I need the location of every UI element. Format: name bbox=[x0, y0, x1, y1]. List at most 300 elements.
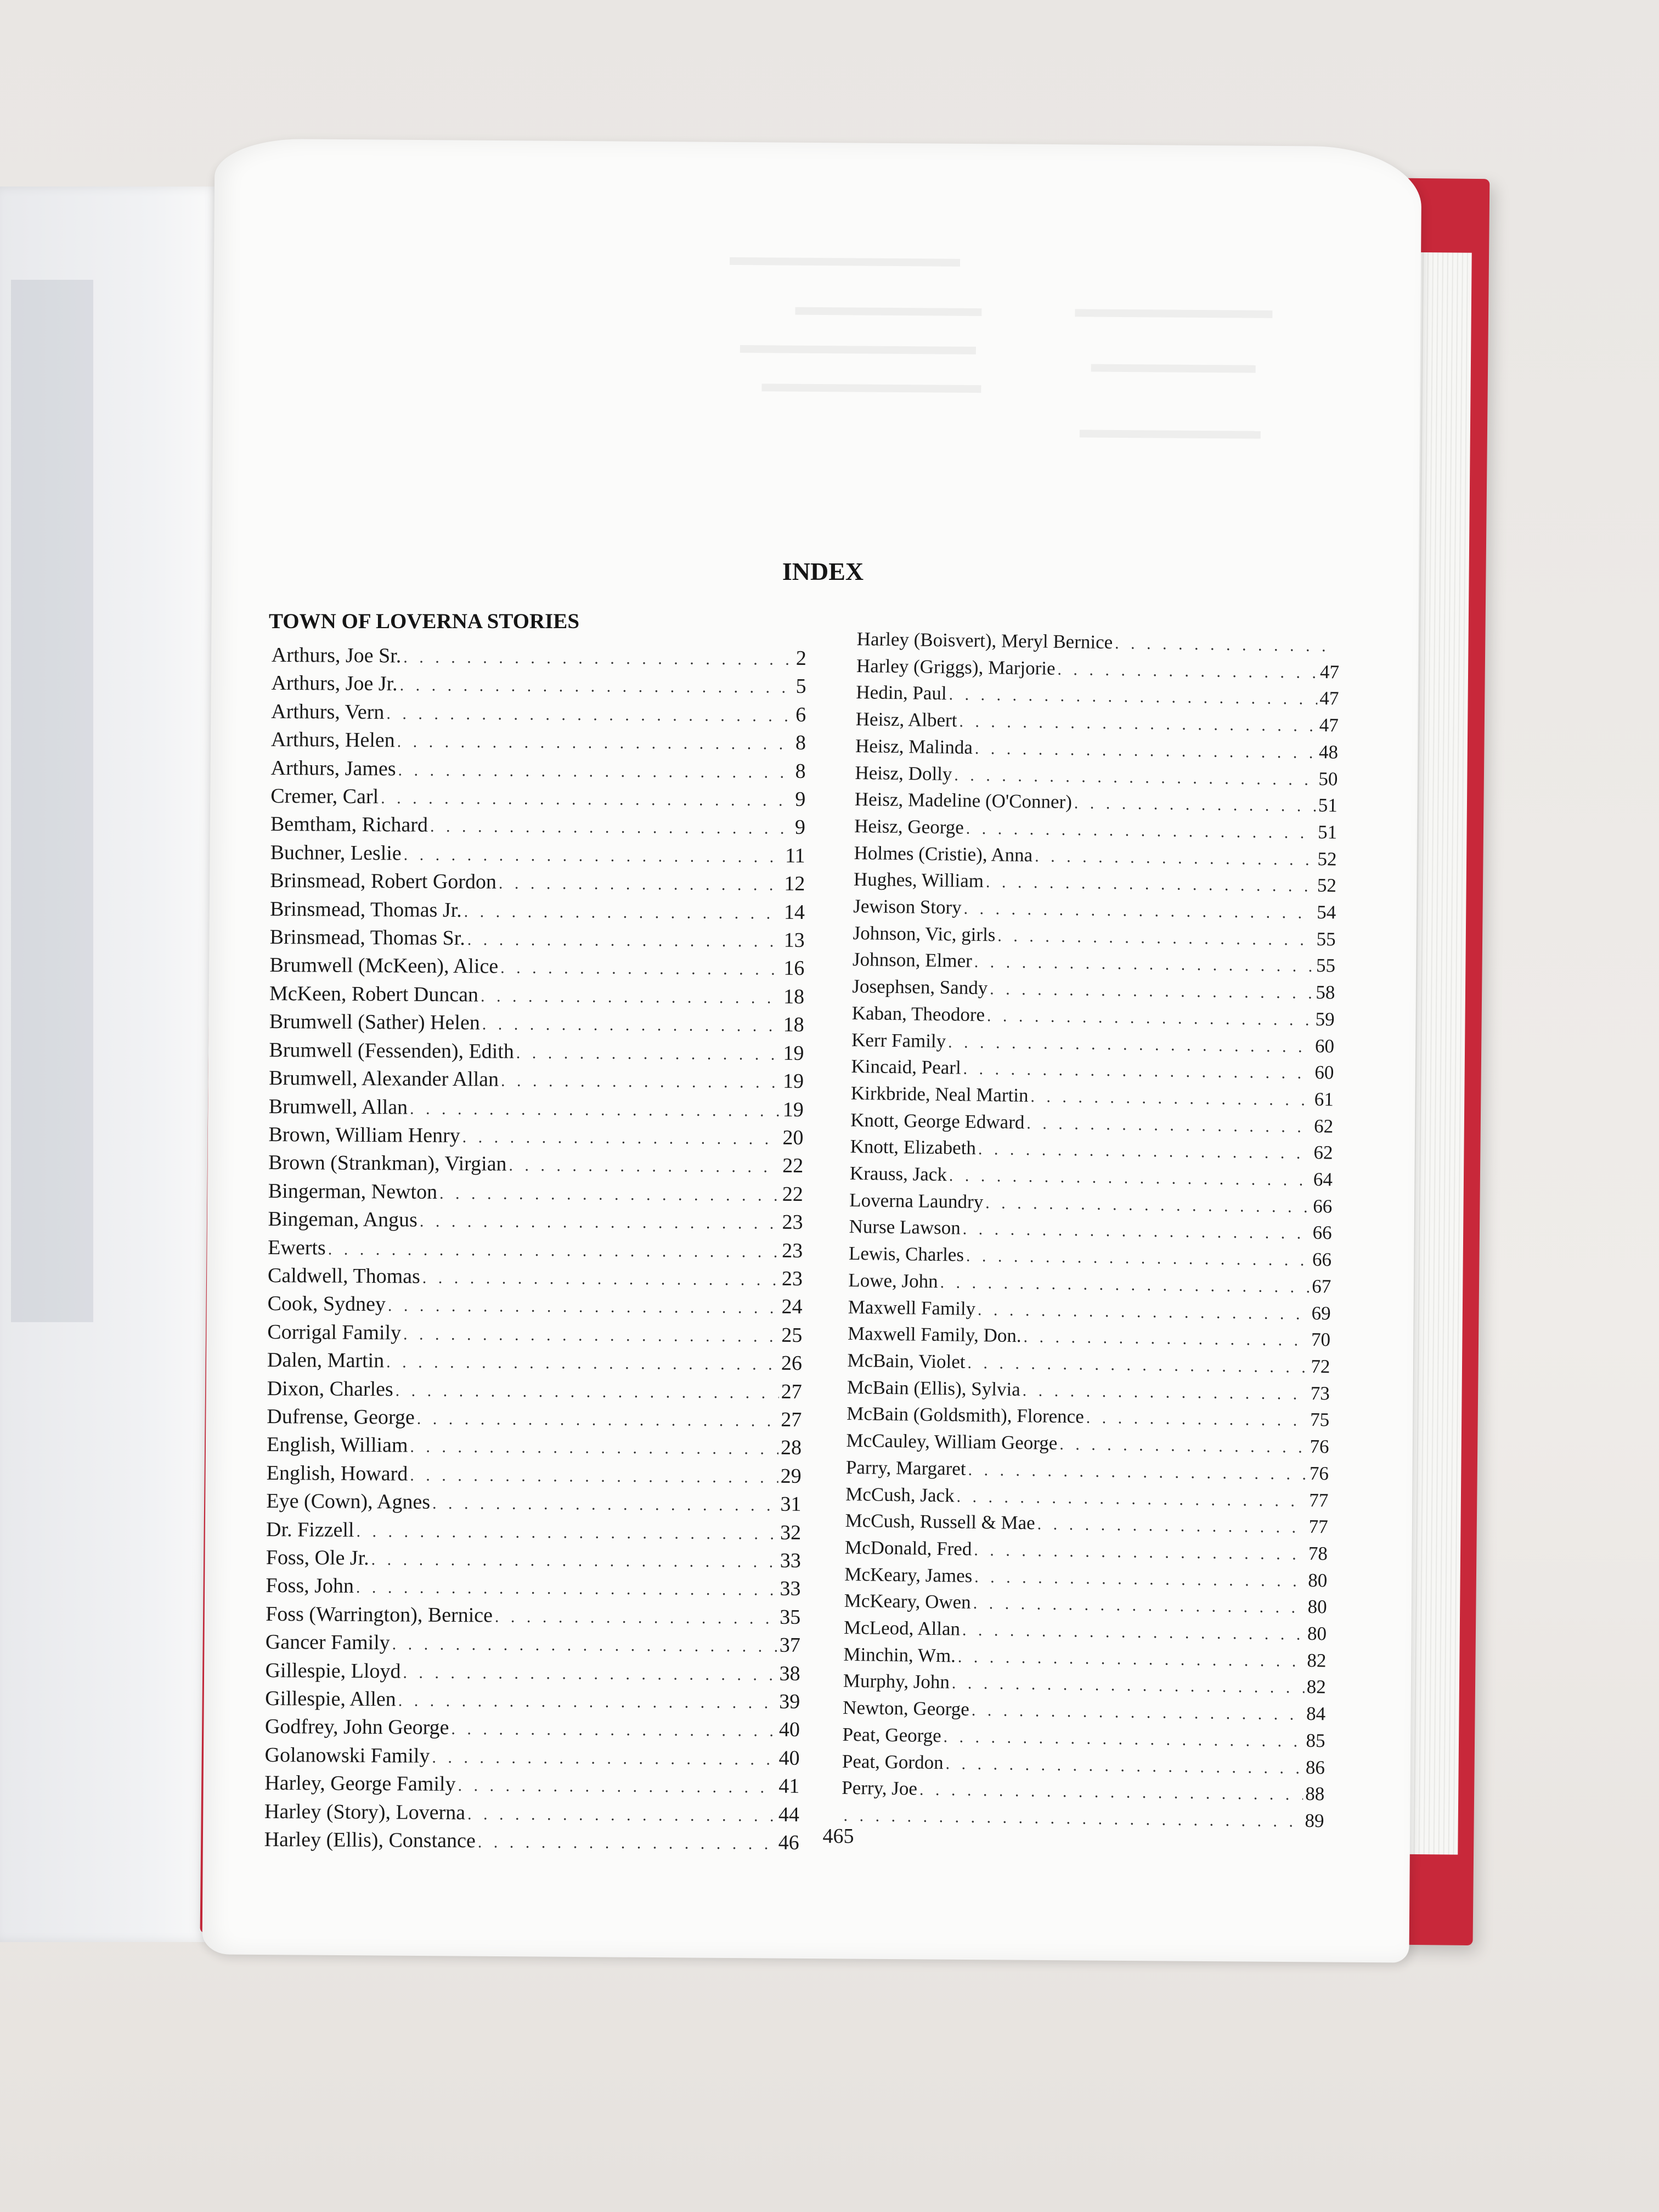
dot-leader bbox=[403, 644, 794, 673]
entry-page-number: 75 bbox=[1310, 1409, 1330, 1431]
dot-leader bbox=[458, 1772, 776, 1801]
dot-leader bbox=[987, 1003, 1313, 1033]
entry-name: Hughes, William bbox=[853, 868, 984, 892]
entry-name: Buchner, Leslie bbox=[270, 840, 402, 865]
entry-page-number: 47 bbox=[1319, 714, 1339, 736]
dot-leader bbox=[956, 1484, 1307, 1514]
index-entry bbox=[268, 1262, 803, 1294]
entry-name: Holmes (Cristie), Anna bbox=[854, 842, 1033, 866]
entry-page-number: 73 bbox=[1310, 1382, 1330, 1404]
entry-name: Brumwell (Sather) Helen bbox=[269, 1010, 481, 1035]
entry-name: Heisz, George bbox=[854, 815, 964, 838]
entry-name: Cook, Sydney bbox=[267, 1292, 386, 1316]
dot-leader bbox=[1057, 657, 1318, 686]
index-entry bbox=[268, 1149, 803, 1181]
index-entry bbox=[271, 698, 806, 730]
index-entry bbox=[266, 1488, 801, 1519]
dot-leader bbox=[966, 816, 1316, 847]
entry-page-number: 85 bbox=[1306, 1729, 1325, 1752]
index-entry bbox=[270, 755, 805, 786]
dot-leader bbox=[328, 1235, 780, 1265]
entry-page-number: 39 bbox=[779, 1690, 800, 1713]
entry-page-number: 77 bbox=[1308, 1489, 1329, 1511]
index-entry bbox=[267, 1431, 802, 1463]
entry-name: McCauley, William George bbox=[846, 1429, 1058, 1454]
entry-name: Dr. Fizzell bbox=[266, 1517, 354, 1542]
index-entry bbox=[271, 670, 806, 701]
entry-page-number: 86 bbox=[1305, 1756, 1325, 1778]
entry-page-number: 80 bbox=[1307, 1622, 1327, 1645]
dot-leader bbox=[397, 729, 793, 758]
dot-leader bbox=[958, 1644, 1305, 1674]
entry-page-number: 2 bbox=[795, 646, 806, 670]
dot-leader bbox=[381, 785, 793, 814]
entry-name: Eye (Cown), Agnes bbox=[266, 1489, 431, 1514]
entry-name: English, Howard bbox=[266, 1461, 408, 1486]
index-entry bbox=[265, 1657, 800, 1689]
index-entry bbox=[268, 1178, 803, 1209]
entry-page-number: 33 bbox=[780, 1549, 801, 1572]
entry-page-number: 8 bbox=[795, 731, 806, 755]
entry-name: Brown, William Henry bbox=[268, 1122, 460, 1148]
dot-leader bbox=[410, 1434, 778, 1463]
index-entry bbox=[270, 896, 805, 927]
show-through-text bbox=[761, 383, 981, 393]
index-entry bbox=[270, 783, 805, 814]
dot-leader bbox=[499, 870, 782, 899]
facing-page-left bbox=[0, 187, 219, 1942]
index-entry bbox=[267, 1319, 802, 1350]
entry-page-number: 6 bbox=[795, 703, 806, 726]
entry-page-number: 55 bbox=[1316, 955, 1336, 977]
index-entry bbox=[271, 726, 806, 758]
index-entry bbox=[269, 952, 804, 983]
entry-page-number: 27 bbox=[781, 1408, 802, 1431]
dot-leader bbox=[940, 1270, 1310, 1301]
entry-name: Brumwell, Alexander Allan bbox=[269, 1066, 499, 1091]
entry-name: Brinsmead, Thomas Jr. bbox=[269, 897, 462, 922]
index-title: INDEX bbox=[782, 557, 864, 585]
entry-page-number: 13 bbox=[783, 928, 805, 952]
show-through-text bbox=[740, 345, 976, 354]
entry-page-number: 23 bbox=[781, 1267, 803, 1290]
dot-leader bbox=[398, 1687, 777, 1717]
dot-leader bbox=[495, 1603, 777, 1632]
dot-leader bbox=[966, 1244, 1311, 1274]
entry-page-number: 89 bbox=[1305, 1809, 1324, 1832]
entry-name: Dalen, Martin bbox=[267, 1348, 385, 1373]
index-entry bbox=[264, 1742, 799, 1773]
entry-page-number: 62 bbox=[1313, 1142, 1333, 1164]
dot-leader bbox=[974, 1538, 1306, 1568]
entry-page-number: 76 bbox=[1310, 1436, 1329, 1458]
entry-page-number: 78 bbox=[1308, 1542, 1328, 1565]
index-entry bbox=[266, 1544, 801, 1576]
entry-page-number: 60 bbox=[1314, 1035, 1335, 1057]
entry-page-number: 61 bbox=[1314, 1088, 1334, 1110]
section-heading: TOWN OF LOVERNA STORIES bbox=[269, 610, 580, 633]
dot-leader bbox=[943, 1724, 1304, 1754]
entry-name: Godfrey, John George bbox=[264, 1715, 449, 1740]
entry-name: McCush, Jack bbox=[845, 1483, 955, 1506]
entry-name: Krauss, Jack bbox=[849, 1162, 947, 1186]
entry-name: McBain (Goldsmith), Florence bbox=[846, 1403, 1084, 1427]
entry-page-number: 35 bbox=[780, 1605, 801, 1629]
entry-page-number: 54 bbox=[1317, 901, 1336, 923]
entry-page-number: 20 bbox=[782, 1126, 804, 1149]
entry-page-number: 66 bbox=[1312, 1249, 1332, 1271]
entry-name: English, William bbox=[266, 1433, 408, 1457]
entry-name: Bingeman, Angus bbox=[268, 1207, 418, 1232]
entry-name: Perry, Joe bbox=[842, 1777, 918, 1799]
dot-leader bbox=[501, 1068, 781, 1097]
index-entry bbox=[270, 924, 805, 955]
show-through-text bbox=[1091, 364, 1256, 373]
index-entry bbox=[267, 1460, 802, 1491]
index-entry bbox=[266, 1516, 801, 1548]
dot-leader bbox=[1023, 1324, 1309, 1354]
dot-leader bbox=[1086, 1406, 1308, 1434]
entry-name: Arthurs, Vern bbox=[271, 699, 385, 724]
entry-name: Foss (Warrington), Bernice bbox=[266, 1602, 493, 1627]
dot-leader bbox=[451, 1716, 777, 1745]
entry-page-number: 29 bbox=[780, 1464, 802, 1488]
entry-name: McLeod, Allan bbox=[843, 1616, 961, 1640]
entry-name: Brumwell (Fessenden), Edith bbox=[269, 1038, 515, 1063]
entry-name: Hedin, Paul bbox=[856, 681, 947, 704]
entry-page-number: 33 bbox=[780, 1577, 801, 1601]
entry-name: Harley, George Family bbox=[264, 1771, 456, 1796]
entry-name: Heisz, Albert bbox=[855, 708, 957, 731]
entry-name: Lewis, Charles bbox=[848, 1243, 964, 1266]
index-entry bbox=[269, 980, 804, 1012]
entry-name: McKeen, Robert Duncan bbox=[269, 981, 479, 1007]
entry-name: Parry, Margaret bbox=[845, 1456, 966, 1480]
dot-leader bbox=[500, 955, 781, 984]
entry-name: Heisz, Malinda bbox=[855, 735, 973, 758]
entry-name: McDonald, Fred bbox=[844, 1536, 972, 1560]
entry-page-number: 41 bbox=[778, 1774, 800, 1798]
entry-page-number: 76 bbox=[1309, 1462, 1329, 1485]
index-column-right bbox=[841, 627, 1340, 1835]
entry-page-number: 5 bbox=[795, 675, 806, 698]
entry-name: Peat, Gordon bbox=[842, 1750, 944, 1773]
entry-name: Foss, Ole Jr. bbox=[266, 1545, 369, 1570]
entry-name: Kirkbride, Neal Martin bbox=[850, 1082, 1029, 1107]
entry-name: Ewerts bbox=[268, 1235, 326, 1260]
index-entry bbox=[270, 811, 805, 842]
entry-name: Newton, George bbox=[842, 1696, 970, 1720]
entry-name: Caldwell, Thomas bbox=[267, 1263, 421, 1288]
entry-page-number: 60 bbox=[1314, 1062, 1334, 1084]
entry-page-number: 40 bbox=[778, 1746, 800, 1770]
dot-leader bbox=[974, 950, 1314, 980]
entry-name: Loverna Laundry bbox=[849, 1189, 984, 1212]
show-through-text bbox=[730, 257, 960, 267]
dot-leader bbox=[356, 1574, 778, 1604]
dot-leader bbox=[410, 1095, 781, 1125]
entry-page-number: 77 bbox=[1308, 1516, 1328, 1538]
entry-page-number: 37 bbox=[779, 1633, 800, 1657]
entry-name: Arthurs, Joe Sr. bbox=[271, 644, 402, 668]
index-entry bbox=[267, 1290, 802, 1322]
entry-page-number: 40 bbox=[778, 1718, 800, 1742]
dot-leader bbox=[973, 1591, 1306, 1621]
entry-page-number: 27 bbox=[781, 1380, 802, 1403]
dot-leader bbox=[481, 983, 781, 1012]
entry-name: Maxwell Family, Don. bbox=[847, 1323, 1022, 1347]
entry-name: Bemtham, Richard bbox=[270, 812, 428, 837]
index-entry bbox=[265, 1685, 800, 1717]
dot-leader bbox=[972, 1698, 1305, 1728]
index-entry bbox=[264, 1826, 799, 1858]
entry-name: McBain, Violet bbox=[847, 1349, 966, 1373]
dot-leader bbox=[948, 1030, 1313, 1060]
entry-name: McCush, Russell & Mae bbox=[845, 1510, 1036, 1534]
entry-name: Heisz, Dolly bbox=[855, 761, 952, 785]
index-entry bbox=[267, 1347, 802, 1378]
entry-page-number: 12 bbox=[784, 872, 805, 896]
index-column-left bbox=[264, 642, 806, 1858]
entry-page-number: 38 bbox=[779, 1662, 800, 1685]
page-number: 465 bbox=[822, 1825, 854, 1848]
index-entry bbox=[268, 1206, 803, 1237]
dot-leader bbox=[430, 813, 793, 842]
dot-leader bbox=[432, 1744, 776, 1773]
entry-page-number: 8 bbox=[795, 759, 806, 783]
index-entry bbox=[266, 1601, 800, 1632]
entry-name: Maxwell Family bbox=[848, 1296, 976, 1319]
entry-name: Kincaid, Pearl bbox=[851, 1056, 961, 1079]
dot-leader bbox=[974, 1565, 1306, 1595]
entry-name: Peat, George bbox=[842, 1723, 941, 1747]
entry-page-number: 88 bbox=[1305, 1783, 1325, 1805]
index-entry bbox=[269, 1037, 804, 1068]
index-entry bbox=[272, 642, 806, 673]
dot-leader bbox=[392, 1631, 777, 1661]
entry-page-number: 24 bbox=[781, 1295, 803, 1319]
dot-leader bbox=[386, 700, 793, 730]
entry-page-number: 9 bbox=[794, 816, 806, 839]
dot-leader bbox=[1037, 1512, 1306, 1541]
entry-page-number: 22 bbox=[782, 1182, 803, 1206]
entry-name: Brumwell (McKeen), Alice bbox=[269, 953, 499, 979]
entry-page-number: 44 bbox=[778, 1803, 800, 1826]
index-entry bbox=[269, 1093, 804, 1124]
entry-page-number: 46 bbox=[778, 1831, 799, 1854]
index-entry bbox=[268, 1121, 803, 1153]
dot-leader bbox=[949, 1163, 1312, 1193]
entry-page-number: 31 bbox=[780, 1492, 802, 1516]
index-entry bbox=[267, 1375, 802, 1407]
entry-page-number: 19 bbox=[782, 1098, 804, 1121]
dot-leader bbox=[462, 1124, 781, 1153]
entry-name: Lowe, John bbox=[848, 1269, 938, 1292]
entry-name: Brinsmead, Thomas Sr. bbox=[269, 926, 465, 950]
entry-page-number: 18 bbox=[783, 1013, 804, 1037]
entry-page-number: 25 bbox=[781, 1323, 803, 1347]
dot-leader bbox=[403, 1321, 779, 1350]
dot-leader bbox=[432, 1490, 778, 1519]
entry-name: Johnson, Vic, girls bbox=[853, 922, 996, 946]
dot-leader bbox=[1115, 631, 1338, 659]
dot-leader bbox=[1059, 1432, 1308, 1461]
entry-name: Minchin, Wm. bbox=[843, 1643, 956, 1667]
dot-leader bbox=[985, 1190, 1311, 1220]
dot-leader bbox=[967, 1351, 1309, 1381]
entry-name: Josephsen, Sandy bbox=[852, 975, 988, 999]
entry-name: Kaban, Theodore bbox=[851, 1002, 985, 1025]
dot-leader bbox=[959, 709, 1317, 740]
entry-name: Brown (Strankman), Virgian bbox=[268, 1151, 507, 1176]
dot-leader bbox=[464, 898, 782, 927]
entry-name: Golanowski Family bbox=[264, 1743, 430, 1768]
entry-name: Heisz, Madeline (O'Conner) bbox=[854, 788, 1073, 813]
entry-page-number: 50 bbox=[1318, 768, 1338, 790]
entry-name: Harley (Ellis), Constance bbox=[264, 1828, 476, 1853]
entry-page-number: 66 bbox=[1312, 1222, 1332, 1244]
entry-page-number: 72 bbox=[1311, 1355, 1330, 1378]
entry-page-number: 52 bbox=[1317, 874, 1337, 896]
entry-name: Dixon, Charles bbox=[267, 1376, 393, 1401]
dot-leader bbox=[968, 1458, 1307, 1488]
dot-leader bbox=[962, 1618, 1306, 1648]
dot-leader bbox=[439, 1180, 780, 1209]
entry-name: Harley (Griggs), Marjorie bbox=[856, 654, 1056, 679]
dot-leader bbox=[1074, 791, 1317, 819]
entry-name: Gillespie, Lloyd bbox=[265, 1658, 401, 1683]
entry-name: Harley (Story), Loverna bbox=[264, 1799, 466, 1824]
index-entry bbox=[269, 1008, 804, 1040]
entry-page-number: 51 bbox=[1318, 794, 1338, 816]
entry-page-number: 70 bbox=[1311, 1329, 1331, 1351]
entry-page-number: 82 bbox=[1306, 1676, 1327, 1698]
entry-name: Nurse Lawson bbox=[849, 1216, 961, 1239]
dot-leader bbox=[403, 1659, 777, 1689]
entry-page-number: 19 bbox=[783, 1041, 804, 1065]
entry-page-number: 47 bbox=[1319, 661, 1340, 683]
entry-page-number: 80 bbox=[1308, 1569, 1328, 1591]
dot-leader bbox=[417, 1406, 779, 1435]
entry-page-number: 47 bbox=[1319, 687, 1339, 709]
dot-leader bbox=[919, 1778, 1304, 1808]
entry-name: McBain (Ellis), Sylvia bbox=[847, 1376, 1021, 1400]
dot-leader bbox=[997, 923, 1314, 953]
dot-leader bbox=[482, 1011, 781, 1040]
show-through-text bbox=[1080, 430, 1261, 438]
dot-leader bbox=[371, 1546, 778, 1576]
entry-page-number: 55 bbox=[1316, 928, 1336, 950]
entry-name: Gillespie, Allen bbox=[265, 1686, 396, 1711]
index-entry bbox=[270, 867, 805, 899]
entry-name: Arthurs, Joe Jr. bbox=[271, 672, 398, 696]
dot-leader bbox=[388, 1293, 780, 1322]
dot-leader bbox=[975, 736, 1317, 766]
dot-leader bbox=[509, 1152, 780, 1181]
entry-name: Brinsmead, Robert Gordon bbox=[270, 869, 497, 894]
entry-page-number: 19 bbox=[782, 1069, 804, 1093]
index-entry bbox=[264, 1770, 799, 1801]
entry-page-number: 16 bbox=[783, 957, 805, 980]
entry-name: Knott, Elizabeth bbox=[850, 1136, 977, 1159]
entry-page-number: 62 bbox=[1313, 1115, 1334, 1137]
dot-leader bbox=[399, 672, 793, 702]
entry-page-number: 84 bbox=[1306, 1703, 1326, 1725]
entry-name: Jewison Story bbox=[853, 895, 962, 918]
index-entry bbox=[267, 1403, 802, 1435]
dot-leader bbox=[420, 1208, 780, 1237]
dot-leader bbox=[952, 1671, 1305, 1701]
entry-page-number: 23 bbox=[782, 1239, 803, 1262]
entry-page-number: 51 bbox=[1317, 821, 1338, 843]
entry-page-number: 67 bbox=[1312, 1275, 1331, 1297]
entry-name: Corrigal Family bbox=[267, 1320, 402, 1345]
index-entry bbox=[265, 1713, 800, 1745]
entry-name: Kerr Family bbox=[851, 1029, 946, 1052]
dot-leader bbox=[478, 1829, 776, 1858]
entry-name: Bingerman, Newton bbox=[268, 1179, 438, 1204]
dot-leader bbox=[963, 896, 1314, 927]
dot-leader bbox=[404, 841, 783, 871]
entry-name: Dufrense, George bbox=[267, 1404, 415, 1429]
entry-page-number: 22 bbox=[782, 1154, 804, 1178]
index-entry bbox=[268, 1234, 803, 1266]
entry-page-number: 66 bbox=[1312, 1195, 1333, 1217]
dot-leader bbox=[978, 1137, 1312, 1167]
dot-leader bbox=[1030, 1084, 1312, 1113]
entry-page-number: 28 bbox=[780, 1436, 802, 1460]
dot-leader bbox=[949, 682, 1317, 713]
entry-name: Gancer Family bbox=[265, 1630, 390, 1655]
entry-page-number: 14 bbox=[783, 900, 805, 924]
entry-name: Cremer, Carl bbox=[270, 785, 379, 809]
entry-page-number: 18 bbox=[783, 985, 805, 1008]
entry-page-number: 11 bbox=[785, 844, 805, 867]
dot-leader bbox=[410, 1462, 778, 1491]
entry-page-number: 52 bbox=[1317, 848, 1337, 870]
dot-leader bbox=[978, 1297, 1310, 1328]
entry-page-number: 80 bbox=[1307, 1596, 1327, 1618]
entry-name: Brumwell, Allan bbox=[268, 1094, 408, 1119]
entry-page-number: 59 bbox=[1315, 1008, 1335, 1030]
dot-leader bbox=[990, 977, 1314, 1006]
entry-page-number: 69 bbox=[1311, 1302, 1331, 1324]
entry-page-number: 32 bbox=[780, 1521, 802, 1544]
entry-page-number: 64 bbox=[1313, 1169, 1333, 1190]
dot-leader bbox=[422, 1265, 780, 1294]
entry-name: Johnson, Elmer bbox=[852, 949, 973, 972]
index-entry bbox=[266, 1629, 800, 1660]
show-through-text bbox=[795, 307, 981, 316]
dot-leader bbox=[396, 1377, 779, 1407]
entry-name: Knott, George Edward bbox=[850, 1109, 1025, 1133]
entry-page-number: 26 bbox=[781, 1351, 803, 1375]
entry-name: Murphy, John bbox=[843, 1670, 950, 1693]
dot-leader bbox=[1022, 1378, 1308, 1408]
dot-leader bbox=[1035, 844, 1316, 873]
dot-leader bbox=[962, 1217, 1310, 1247]
dot-leader bbox=[386, 1348, 779, 1378]
dot-leader bbox=[516, 1039, 781, 1068]
entry-page-number: 9 bbox=[795, 787, 806, 811]
entry-name: Foss, John bbox=[266, 1574, 354, 1598]
entry-page-number: 82 bbox=[1307, 1649, 1327, 1672]
entry-page-number: 48 bbox=[1318, 741, 1339, 763]
dot-leader bbox=[986, 870, 1315, 900]
index-entry bbox=[269, 1065, 804, 1096]
dot-leader bbox=[467, 926, 782, 955]
dot-leader bbox=[963, 1057, 1312, 1087]
